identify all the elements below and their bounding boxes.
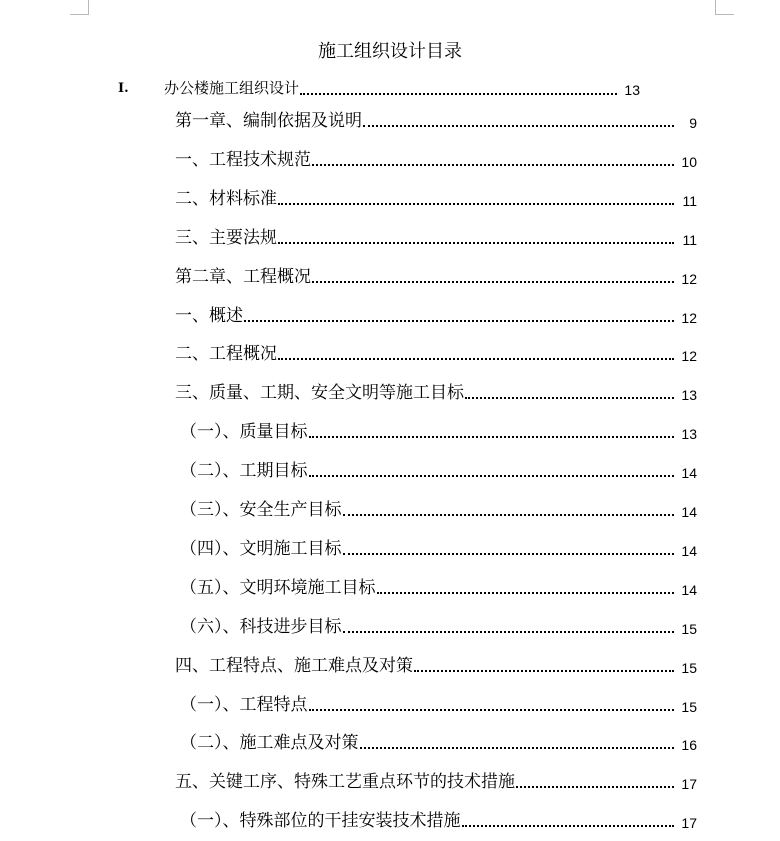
- toc-entry[interactable]: [175, 189, 697, 209]
- toc-entry[interactable]: [180, 422, 697, 442]
- toc-dot-leader: [343, 631, 675, 633]
- toc-entry-text: （五）、文明环境施工目标: [180, 578, 376, 598]
- toc-entry-text: 五、关键工序、特殊工艺重点环节的技术措施: [175, 772, 515, 792]
- toc-entry-page: 13: [681, 426, 697, 442]
- toc-entry-text: 第二章、工程概况: [175, 267, 311, 287]
- toc-entry-text: 三、质量、工期、安全文明等施工目标: [175, 383, 464, 403]
- toc-entry-text: 三、主要法规: [175, 228, 277, 248]
- toc-top-entry-text: 办公楼施工组织设计: [164, 79, 300, 97]
- toc-entry-text: （一）、质量目标: [180, 422, 308, 442]
- toc-entry[interactable]: [175, 150, 697, 170]
- toc-entry-page: 16: [681, 737, 697, 753]
- toc-entry-page: 12: [681, 348, 697, 364]
- toc-dot-leader: [462, 825, 675, 827]
- toc-entry[interactable]: [175, 772, 697, 792]
- toc-entry-page: 14: [681, 465, 697, 481]
- toc-entry-text: 一、概述: [175, 306, 243, 326]
- toc-top-entry-page: 13: [624, 82, 640, 98]
- toc-dot-leader: [516, 786, 674, 788]
- toc-entry-page: 14: [681, 504, 697, 520]
- toc-dot-leader: [343, 514, 675, 516]
- page-corner-mark-right: [715, 0, 734, 15]
- toc-entry-page: 12: [681, 310, 697, 326]
- toc-dot-leader: [309, 709, 675, 711]
- toc-entry[interactable]: [180, 578, 697, 598]
- toc-entry-page: 10: [681, 154, 697, 170]
- toc-dot-leader: [278, 242, 674, 244]
- toc-dot-leader: [278, 203, 674, 205]
- toc-dot-leader: [312, 281, 674, 283]
- toc-entry-text: （三）、安全生产目标: [180, 500, 342, 520]
- toc-entry-page: 15: [681, 699, 697, 715]
- toc-entry-text: （四）、文明施工目标: [180, 539, 342, 559]
- toc-entry[interactable]: [180, 811, 697, 831]
- toc-top-entry-number: I.: [118, 81, 129, 96]
- toc-entry-text: （一）、特殊部位的干挂安装技术措施: [180, 811, 461, 831]
- toc-entry[interactable]: [180, 539, 697, 559]
- toc-dot-leader: [244, 320, 674, 322]
- toc-dot-leader: [278, 358, 674, 360]
- toc-entry[interactable]: [180, 617, 697, 637]
- toc-dot-leader: [309, 475, 675, 477]
- toc-entry-text: 二、工程概况: [175, 344, 277, 364]
- toc-entry-page: 15: [681, 660, 697, 676]
- toc-dot-leader: [309, 436, 675, 438]
- toc-dot-leader: [465, 397, 674, 399]
- toc-entry-text: （二）、施工难点及对策: [180, 733, 359, 753]
- toc-entry-page: 12: [681, 271, 697, 287]
- toc-entry-page: 17: [681, 776, 697, 792]
- toc-entry-page: 17: [681, 815, 697, 831]
- toc-dot-leader: [363, 125, 674, 127]
- toc-entry-page: 14: [681, 543, 697, 559]
- toc-entry-text: （二）、工期目标: [180, 461, 308, 481]
- toc-title: 施工组织设计目录: [318, 41, 462, 62]
- toc-entry-text: 第一章、编制依据及说明: [175, 111, 362, 131]
- toc-entry-text: （六）、科技进步目标: [180, 617, 342, 637]
- toc-dot-leader: [300, 93, 617, 95]
- toc-entry[interactable]: [175, 306, 697, 326]
- toc-entry[interactable]: [175, 344, 697, 364]
- toc-entry-page: 11: [682, 232, 697, 248]
- toc-entry-page: 9: [689, 115, 697, 131]
- toc-entry-page: 14: [681, 582, 697, 598]
- toc-entry-page: 15: [681, 621, 697, 637]
- toc-entry[interactable]: [175, 656, 697, 676]
- toc-entry-text: （一）、工程特点: [180, 695, 308, 715]
- toc-entry[interactable]: [175, 383, 697, 403]
- toc-entry[interactable]: [180, 695, 697, 715]
- toc-entry-text: 四、工程特点、施工难点及对策: [175, 656, 413, 676]
- toc-entry[interactable]: [175, 228, 697, 248]
- toc-entry-text: 二、材料标准: [175, 189, 277, 209]
- toc-entry[interactable]: [180, 733, 697, 753]
- toc-dot-leader: [312, 164, 674, 166]
- toc-entry-page: 13: [681, 387, 697, 403]
- toc-entry-page: 11: [682, 193, 697, 209]
- toc-entry[interactable]: [180, 500, 697, 520]
- page-corner-mark-left: [70, 0, 89, 15]
- toc-dot-leader: [414, 670, 674, 672]
- toc-entry[interactable]: [175, 267, 697, 287]
- toc-entry[interactable]: [175, 111, 697, 131]
- toc-dot-leader: [377, 592, 675, 594]
- toc-entry-text: 一、工程技术规范: [175, 150, 311, 170]
- toc-entry[interactable]: [180, 461, 697, 481]
- toc-dot-leader: [343, 553, 675, 555]
- toc-dot-leader: [360, 747, 675, 749]
- toc-top-entry[interactable]: [118, 78, 640, 98]
